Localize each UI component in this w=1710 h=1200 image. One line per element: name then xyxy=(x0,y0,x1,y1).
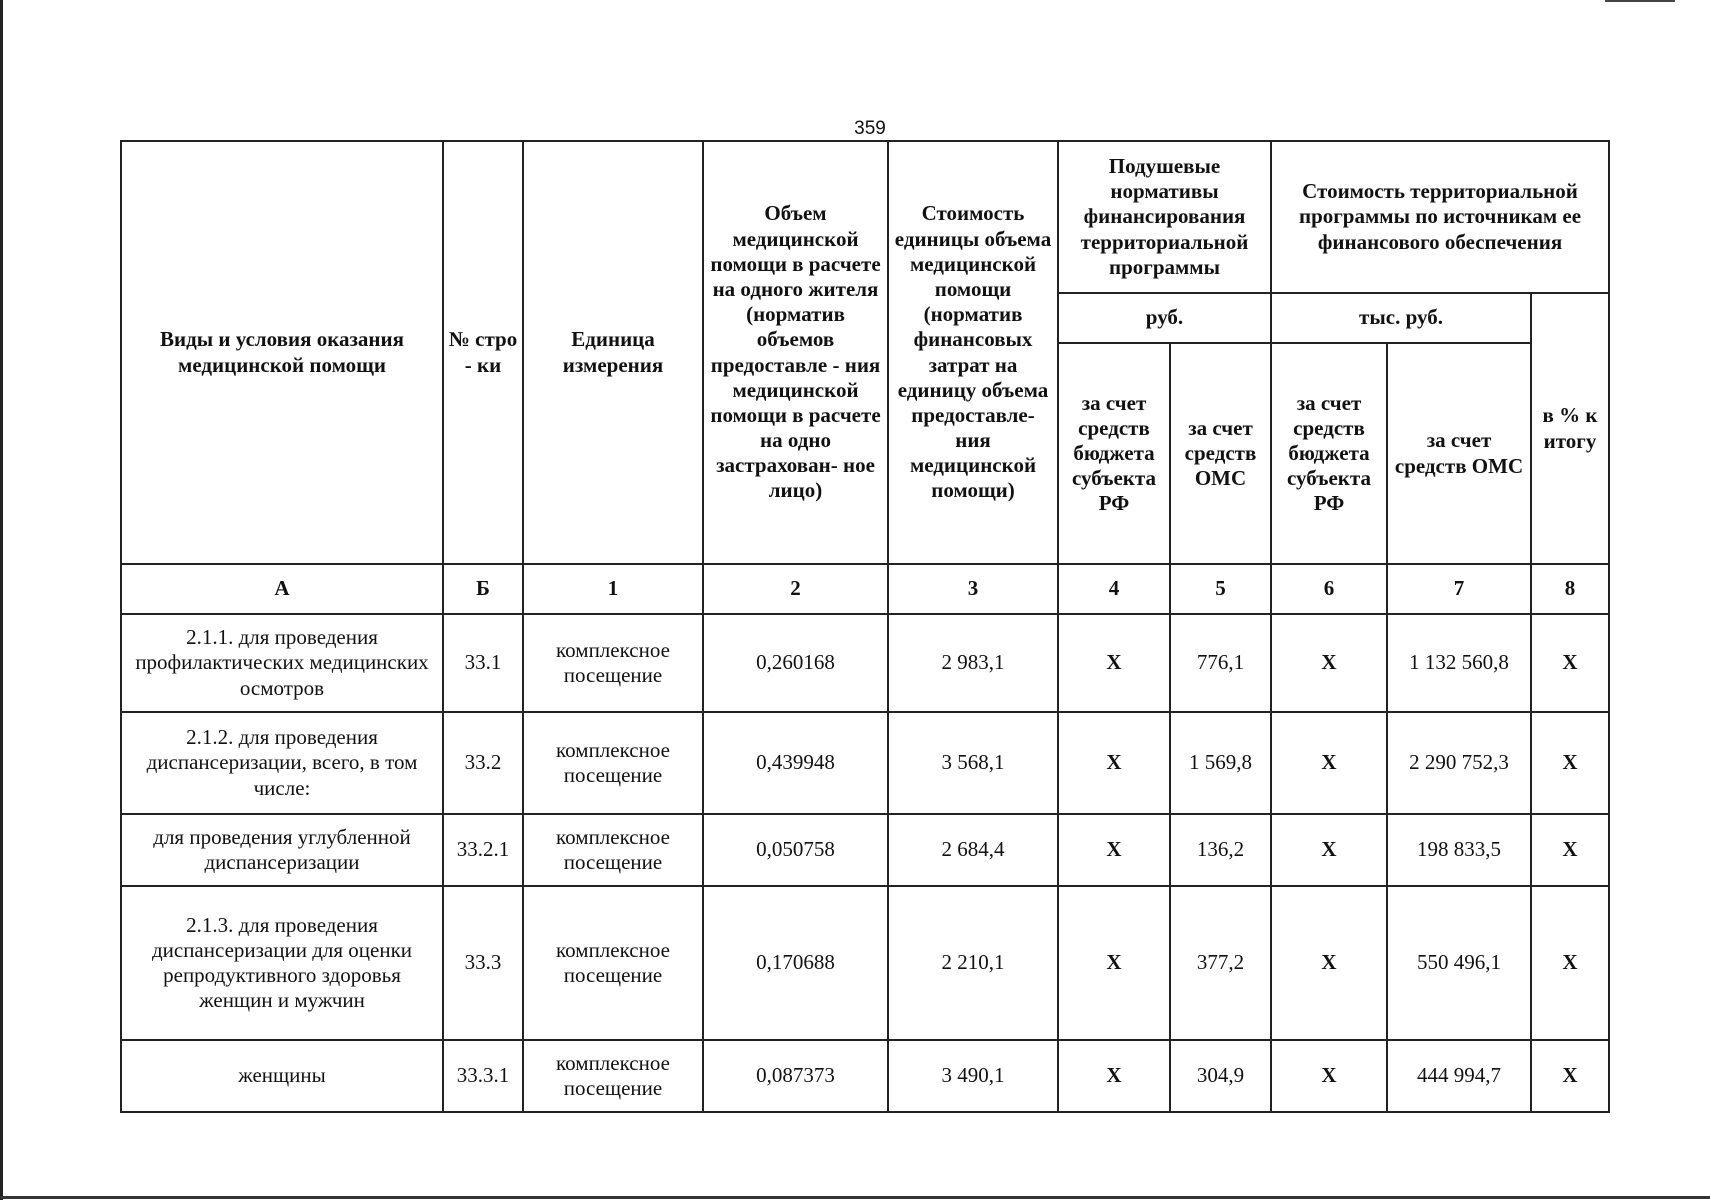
header-row-number: № стро - ки xyxy=(443,141,523,564)
row-number: 33.2 xyxy=(443,712,523,814)
header-rub: руб. xyxy=(1058,293,1271,343)
row-budget-rub: Х xyxy=(1058,886,1170,1040)
header-budget-thous: за счет средств бюджета субъекта РФ xyxy=(1271,343,1387,564)
row-oms-rub: 776,1 xyxy=(1170,614,1271,712)
row-unit: комплексное посещение xyxy=(523,712,703,814)
row-budget-thous: Х xyxy=(1271,614,1387,712)
row-budget-rub: Х xyxy=(1058,614,1170,712)
column-letter: 6 xyxy=(1271,564,1387,614)
row-budget-thous: Х xyxy=(1271,814,1387,886)
row-percent: Х xyxy=(1531,614,1609,712)
row-unit: комплексное посещение xyxy=(523,614,703,712)
row-budget-thous: Х xyxy=(1271,886,1387,1040)
row-oms-rub: 136,2 xyxy=(1170,814,1271,886)
column-letter: Б xyxy=(443,564,523,614)
row-budget-thous: Х xyxy=(1271,712,1387,814)
table-row xyxy=(121,886,1609,1040)
column-letter: 4 xyxy=(1058,564,1170,614)
header-unit: Единица измерения xyxy=(523,141,703,564)
header-program-cost: Стоимость территориальной программы по источникам ее финансового обеспечения xyxy=(1271,141,1609,293)
row-unit-cost: 3 568,1 xyxy=(888,712,1058,814)
row-unit-cost: 2 983,1 xyxy=(888,614,1058,712)
column-letter: А xyxy=(121,564,443,614)
row-name: 2.1.2. для проведения диспансеризации, всего, в том числе: xyxy=(121,712,443,814)
row-unit: комплексное посещение xyxy=(523,814,703,886)
row-unit-cost: 2 684,4 xyxy=(888,814,1058,886)
table-row xyxy=(121,814,1609,886)
header-per-capita-norms: Подушевые нормативы финансирования территориальной программы xyxy=(1058,141,1271,293)
row-name: 2.1.3. для проведения диспансеризации для оценки репродуктивного здоровья женщин и мужчин xyxy=(121,886,443,1040)
header-oms-thous: за счет средств ОМС xyxy=(1387,343,1531,564)
row-budget-rub: Х xyxy=(1058,712,1170,814)
scan-edge-bottom xyxy=(0,1196,1710,1199)
column-letter: 8 xyxy=(1531,564,1609,614)
table-row xyxy=(121,1040,1609,1112)
header-unit-cost: Стоимость единицы объема медицинской помощи (норматив финансовых затрат на единицу объема предоставле- ния медицинской помощи) xyxy=(888,141,1058,564)
column-letter: 7 xyxy=(1387,564,1531,614)
row-budget-thous: Х xyxy=(1271,1040,1387,1112)
header-type-of-care: Виды и условия оказания медицинской помощи xyxy=(121,141,443,564)
table-row xyxy=(121,614,1609,712)
row-oms-thous: 444 994,7 xyxy=(1387,1040,1531,1112)
header-thous-rub: тыс. руб. xyxy=(1271,293,1531,343)
row-unit: комплексное посещение xyxy=(523,1040,703,1112)
header-percent-of-total: в % к итогу xyxy=(1531,293,1609,564)
scan-edge-top xyxy=(1605,0,1675,2)
row-volume: 0,050758 xyxy=(703,814,888,886)
row-number: 33.1 xyxy=(443,614,523,712)
row-oms-thous: 1 132 560,8 xyxy=(1387,614,1531,712)
table-row xyxy=(121,712,1609,814)
row-unit: комплексное посещение xyxy=(523,886,703,1040)
row-volume: 0,439948 xyxy=(703,712,888,814)
row-number: 33.2.1 xyxy=(443,814,523,886)
row-name: для проведения углубленной диспансеризации xyxy=(121,814,443,886)
row-volume: 0,170688 xyxy=(703,886,888,1040)
row-volume: 0,260168 xyxy=(703,614,888,712)
row-unit-cost: 2 210,1 xyxy=(888,886,1058,1040)
header-budget-rub: за счет средств бюджета субъекта РФ xyxy=(1058,343,1170,564)
scan-edge-left xyxy=(0,0,3,1200)
data-table xyxy=(120,140,1610,1113)
column-letter: 2 xyxy=(703,564,888,614)
row-percent: Х xyxy=(1531,814,1609,886)
row-oms-rub: 377,2 xyxy=(1170,886,1271,1040)
row-volume: 0,087373 xyxy=(703,1040,888,1112)
row-name: 2.1.1. для проведения профилактических медицинских осмотров xyxy=(121,614,443,712)
row-name: женщины xyxy=(121,1040,443,1112)
row-number: 33.3 xyxy=(443,886,523,1040)
row-number: 33.3.1 xyxy=(443,1040,523,1112)
row-percent: Х xyxy=(1531,886,1609,1040)
page-number: 359 xyxy=(854,118,886,139)
row-oms-rub: 304,9 xyxy=(1170,1040,1271,1112)
column-letter: 5 xyxy=(1170,564,1271,614)
row-unit-cost: 3 490,1 xyxy=(888,1040,1058,1112)
row-budget-rub: Х xyxy=(1058,814,1170,886)
row-percent: Х xyxy=(1531,712,1609,814)
row-percent: Х xyxy=(1531,1040,1609,1112)
row-oms-thous: 198 833,5 xyxy=(1387,814,1531,886)
row-oms-thous: 2 290 752,3 xyxy=(1387,712,1531,814)
column-letter: 3 xyxy=(888,564,1058,614)
row-oms-thous: 550 496,1 xyxy=(1387,886,1531,1040)
column-letter: 1 xyxy=(523,564,703,614)
row-budget-rub: Х xyxy=(1058,1040,1170,1112)
header-volume: Объем медицинской помощи в расчете на одного жителя (норматив объемов предоставле - ния медицинской помощи в расчете на одно застрахован- ное лицо) xyxy=(703,141,888,564)
header-oms-rub: за счет средств ОМС xyxy=(1170,343,1271,564)
row-oms-rub: 1 569,8 xyxy=(1170,712,1271,814)
